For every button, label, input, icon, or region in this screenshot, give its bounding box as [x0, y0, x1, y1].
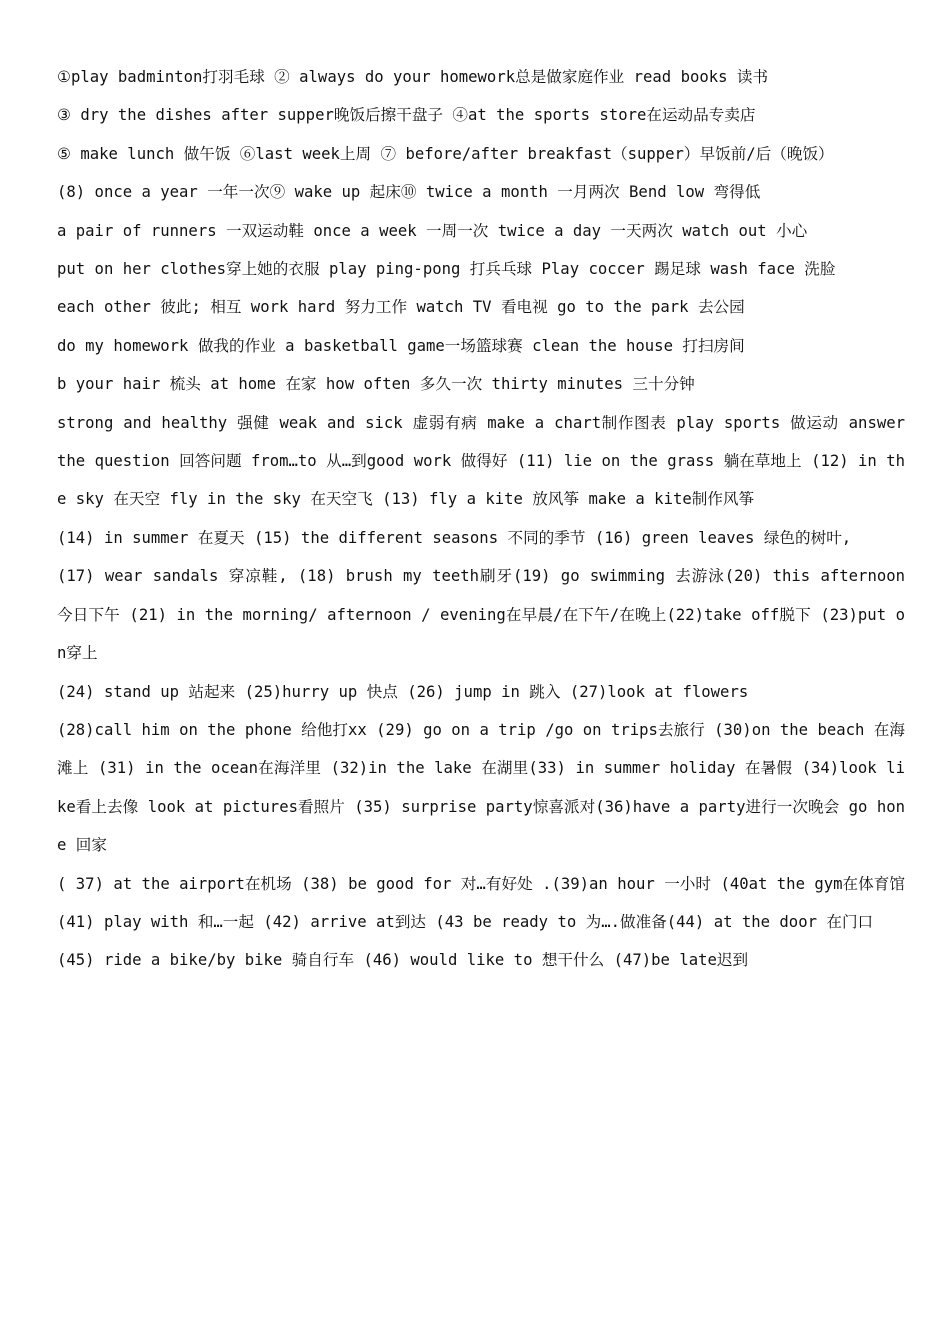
vocab-paragraph: (24) stand up 站起来 (25)hurry up 快点 (26) jump in 跳入 (27)look at flowers: [57, 682, 749, 701]
vocab-paragraph: ( 37) at the airport在机场 (38) be good for 对…有好处 .(39)an hour 一小时 (40at the gym在体育馆 (41) play with 和…一起 (42) arrive at到达 (43 be ready to 为….做准备(44) at the door 在门口: [57, 874, 905, 931]
vocab-paragraph: ①play badminton打羽毛球 ② always do your homework总是做家庭作业 read books 读书: [57, 68, 769, 86]
vocab-paragraph: each other 彼此; 相互 work hard 努力工作 watch TV 看电视 go to the park 去公园: [57, 298, 745, 317]
vocab-paragraph: (14) in summer 在夏天 (15) the different seasons 不同的季节 (16) green leaves 绿色的树叶,: [57, 528, 852, 547]
vocab-paragraph: (28)call him on the phone 给他打xx (29) go on a trip /go on trips去旅行 (30)on the beach 在海滩上 (31) in the ocean在海洋里 (32)in the lake 在湖里(33) in summer holiday 在暑假 (34)look like看上去像 look at pictures看照片 (35) surprise party惊喜派对(36)have a party进行一次晚会 go hone 回家: [57, 720, 905, 855]
vocab-paragraph: (45) ride a bike/by bike 骑自行车 (46) would like to 想干什么 (47)be late迟到: [57, 951, 749, 970]
vocab-paragraph: put on her clothes穿上她的衣服 play ping-pong 打兵乓球 Play coccer 踢足球 wash face 洗脸: [57, 260, 836, 279]
vocabulary-page: [57, 58, 905, 980]
vocab-paragraph: (8) once a year 一年一次⑨ wake up 起床⑩ twice a month 一月两次 Bend low 弯得低: [57, 183, 761, 202]
vocab-paragraph: strong and healthy 强健 weak and sick 虚弱有病 make a chart制作图表 play sports 做运动 answer the question 回答问题 from…to 从…到good work 做得好 (11) lie on the grass 躺在草地上 (12) in the sky 在天空 fly in the sky 在天空飞 (13) fly a kite 放风筝 make a kite制作风筝: [57, 413, 905, 509]
vocab-paragraph: (17) wear sandals 穿凉鞋, (18) brush my teeth刷牙(19) go swimming 去游泳(20) this afternoon 今日下午 (21) in the morning/ afternoon / evening在早晨/在下午/在晚上(22)take off脱下 (23)put on穿上: [57, 567, 905, 663]
vocab-paragraph: do my homework 做我的作业 a basketball game一场篮球赛 clean the house 打扫房间: [57, 336, 745, 355]
vocab-paragraph: a pair of runners 一双运动鞋 once a week 一周一次 twice a day 一天两次 watch out 小心: [57, 221, 808, 240]
vocab-paragraph: b your hair 梳头 at home 在家 how often 多久一次 thirty minutes 三十分钟: [57, 375, 695, 394]
vocab-paragraph: ⑤ make lunch 做午饭 ⑥last week上周 ⑦ before/after breakfast（supper）早饭前/后（晚饭）: [57, 144, 834, 163]
vocab-paragraph: ③ dry the dishes after supper晚饭后擦干盘子 ④at the sports store在运动品专卖店: [57, 106, 756, 125]
